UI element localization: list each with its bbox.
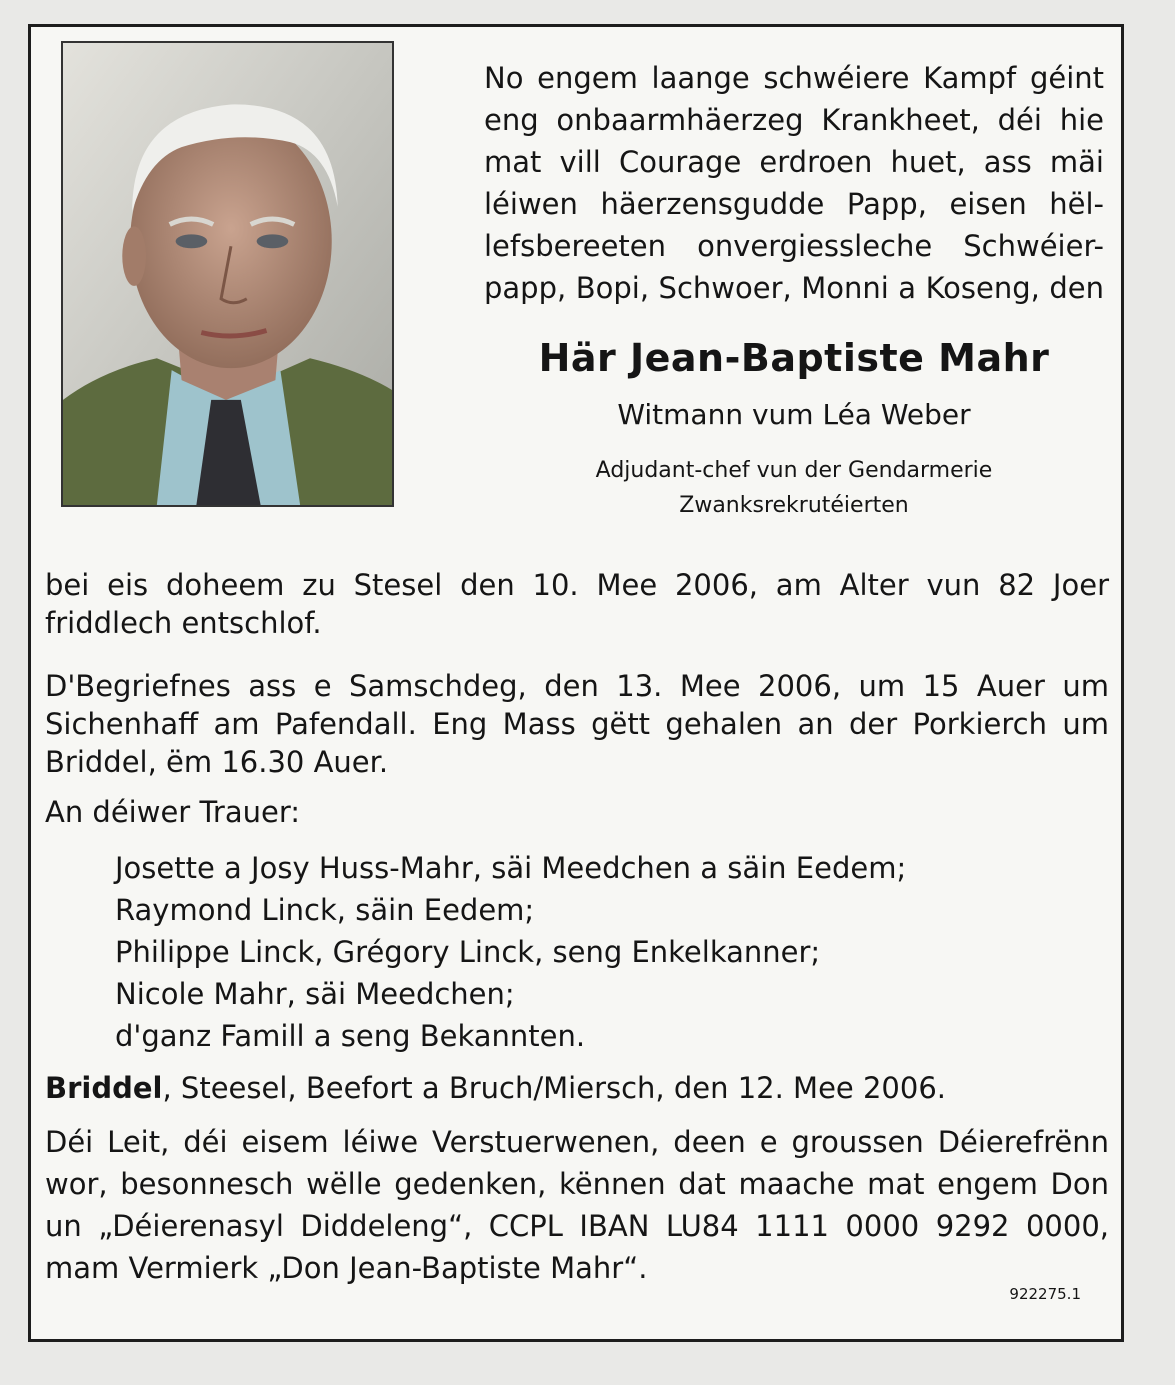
mourner-entry: Philippe Linck, Grégory Linck, seng Enkelkanner; (115, 935, 821, 969)
intro-paragraph (484, 57, 1104, 309)
donation-paragraph: Déi Leit, déi eisem léiwe Verstuerwenen, deen e groussen Déierefrënn wor, besonnesch wëlle gedenken, kënnen dat maache mat engem Don un „Déierenasyl Diddeleng“, CCPL IBAN LU84 1111 0000 9292 0000, mam Vermierk „Don Jean-Baptiste Mahr“. (45, 1125, 1109, 1285)
rank-line: Adjudant-chef vun der Gendarmerie (595, 458, 993, 483)
intro-line: papp, Bopi, Schwoer, Monni a Koseng, den (484, 271, 1104, 305)
place-rest: , Steesel, Beefort a Bruch/Miersch, den 12. Mee 2006. (162, 1071, 946, 1105)
mourner-entry: Raymond Linck, säin Eedem; (115, 893, 535, 927)
place-date-line (45, 1069, 1109, 1107)
intro-line: lefsbereeten onvergiessleche Schwéier- (484, 229, 1104, 263)
death-paragraph: bei eis doheem zu Stesel den 10. Mee 2006, am Alter vun 82 Joer friddlech entschlof. (45, 568, 1109, 640)
widower-line: Witmann vum Léa Weber (617, 398, 971, 431)
funeral-paragraph: D'Begriefnes ass e Samschdeg, den 13. Mee 2006, um 15 Auer um Sichenhaff am Pafendall. Eng Mass gëtt gehalen an der Porkierch um Briddel, ëm 16.30 Auer. (45, 669, 1109, 779)
portrait-photo (61, 41, 394, 507)
rank-lines (484, 453, 1104, 523)
intro-line: eng onbaarmhäerzeg Krankheet, déi hie (484, 103, 1104, 137)
intro-line: No engem laange schwéiere Kampf géint (484, 61, 1104, 95)
deceased-name: Här Jean-Baptiste Mahr (538, 336, 1050, 380)
portrait-illustration (63, 43, 392, 505)
mourners-list (115, 847, 1095, 1057)
intro-line: léiwen häerzensgudde Papp, eisen hël- (484, 187, 1104, 221)
rank-line: Zwanksrekrutéierten (679, 493, 909, 518)
mourner-entry: Nicole Mahr, säi Meedchen; (115, 977, 515, 1011)
reference-number: 922275.1 (1009, 1285, 1081, 1303)
obituary-notice (28, 24, 1124, 1342)
grief-heading: An déiwer Trauer: (45, 795, 300, 829)
intro-line: mat vill Courage erdroen huet, ass mäi (484, 145, 1104, 179)
mourner-entry: Josette a Josy Huss-Mahr, säi Meedchen a säin Eedem; (115, 851, 907, 885)
mourner-entry: d'ganz Famill a seng Bekannten. (115, 1019, 586, 1053)
place-bold: Briddel (45, 1071, 163, 1105)
neighbouring-column-bleed-left (0, 40, 30, 1340)
